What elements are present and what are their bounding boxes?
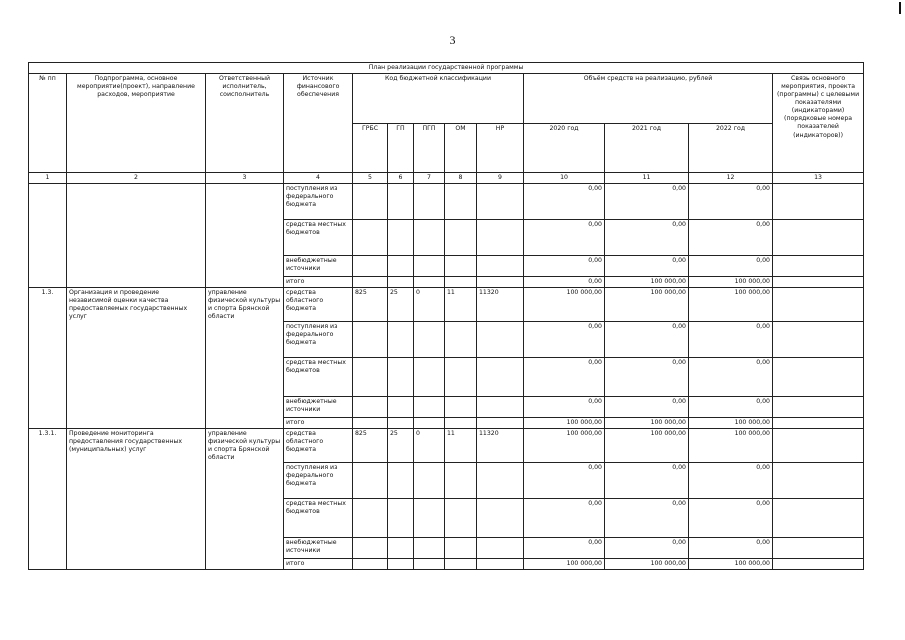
cell-grbs	[353, 397, 388, 418]
cell-grbs	[353, 277, 388, 288]
cell-2020: 0,00	[524, 322, 605, 358]
cell-num: 1.3.1.	[29, 429, 67, 570]
cell-2021: 0,00	[605, 220, 689, 256]
cell-2022: 100 000,00	[689, 288, 773, 322]
cell-pgp	[414, 499, 445, 538]
cell-link	[773, 288, 864, 322]
cell-link	[773, 397, 864, 418]
header-link: Связь основного мероприятия, проекта (программы) с целевыми показателями (индикаторами) (порядковые номера показателей (индикаторов))	[773, 74, 864, 173]
col-index: 12	[689, 173, 773, 184]
cell-nr: 11320	[477, 429, 524, 463]
cell-2021: 0,00	[605, 499, 689, 538]
cell-grbs	[353, 559, 388, 570]
cell-2022: 0,00	[689, 358, 773, 397]
cell-2022: 100 000,00	[689, 559, 773, 570]
cell-2022: 0,00	[689, 256, 773, 277]
cell-2020: 100 000,00	[524, 418, 605, 429]
cell-gp	[388, 184, 414, 220]
cell-2022: 0,00	[689, 463, 773, 499]
table-row	[29, 429, 864, 463]
cell-om: 11	[445, 288, 477, 322]
cell-gp: 25	[388, 429, 414, 463]
cell-link	[773, 322, 864, 358]
cell-grbs	[353, 499, 388, 538]
cell-source: внебюджетные источники	[284, 397, 353, 418]
cell-link	[773, 184, 864, 220]
cell-gp	[388, 418, 414, 429]
header-om: ОМ	[445, 123, 477, 173]
cell-2020: 100 000,00	[524, 288, 605, 322]
header-source: Источник финансового обеспечения	[284, 74, 353, 173]
cell-pgp: 0	[414, 429, 445, 463]
cell-2021: 0,00	[605, 256, 689, 277]
cell-pgp	[414, 220, 445, 256]
header-volume: Объём средств на реализацию, рублей	[524, 74, 773, 124]
cell-2021: 100 000,00	[605, 288, 689, 322]
cell-2021: 0,00	[605, 358, 689, 397]
cell-2021: 0,00	[605, 538, 689, 559]
header-num: № пп	[29, 74, 67, 173]
cell-2021: 100 000,00	[605, 559, 689, 570]
cell-2021: 0,00	[605, 184, 689, 220]
col-index: 6	[388, 173, 414, 184]
cell-nr	[477, 559, 524, 570]
cell-nr	[477, 220, 524, 256]
cell-2020: 0,00	[524, 499, 605, 538]
cell-om	[445, 538, 477, 559]
scan-edge-mark	[899, 2, 901, 14]
header-2022: 2022 год	[689, 123, 773, 173]
cell-link	[773, 463, 864, 499]
cell-pgp	[414, 358, 445, 397]
cell-grbs	[353, 418, 388, 429]
cell-2021: 100 000,00	[605, 418, 689, 429]
cell-2020: 0,00	[524, 463, 605, 499]
cell-source: итого	[284, 418, 353, 429]
cell-2021: 100 000,00	[605, 429, 689, 463]
cell-2022: 100 000,00	[689, 418, 773, 429]
cell-2021: 0,00	[605, 397, 689, 418]
cell-2022: 0,00	[689, 538, 773, 559]
cell-nr	[477, 397, 524, 418]
table-row	[29, 184, 864, 220]
cell-grbs	[353, 184, 388, 220]
cell-om	[445, 358, 477, 397]
col-index: 9	[477, 173, 524, 184]
cell-grbs: 825	[353, 429, 388, 463]
cell-om	[445, 256, 477, 277]
header-2021: 2021 год	[605, 123, 689, 173]
cell-nr	[477, 322, 524, 358]
cell-2020: 100 000,00	[524, 429, 605, 463]
cell-source: итого	[284, 559, 353, 570]
cell-source: поступления из федерального бюджета	[284, 463, 353, 499]
cell-gp	[388, 538, 414, 559]
cell-nr	[477, 277, 524, 288]
cell-executor: управление физической культуры и спорта Брянской области	[206, 429, 284, 570]
cell-nr: 11320	[477, 288, 524, 322]
cell-link	[773, 220, 864, 256]
col-index: 11	[605, 173, 689, 184]
cell-nr	[477, 358, 524, 397]
cell-2022: 0,00	[689, 184, 773, 220]
cell-gp: 25	[388, 288, 414, 322]
header-nr: НР	[477, 123, 524, 173]
table-row	[29, 288, 864, 322]
cell-link	[773, 538, 864, 559]
cell-gp	[388, 397, 414, 418]
header-pgp: ПГП	[414, 123, 445, 173]
cell-source: внебюджетные источники	[284, 538, 353, 559]
cell-source: внебюджетные источники	[284, 256, 353, 277]
cell-source: поступления из федерального бюджета	[284, 184, 353, 220]
cell-2020: 0,00	[524, 184, 605, 220]
cell-om	[445, 499, 477, 538]
cell-grbs	[353, 256, 388, 277]
cell-pgp	[414, 277, 445, 288]
cell-om	[445, 418, 477, 429]
cell-source: средства местных бюджетов	[284, 499, 353, 538]
cell-num: 1.3.	[29, 288, 67, 429]
cell-2022: 0,00	[689, 322, 773, 358]
col-index: 10	[524, 173, 605, 184]
cell-2022: 100 000,00	[689, 277, 773, 288]
cell-nr	[477, 463, 524, 499]
cell-om	[445, 184, 477, 220]
cell-link	[773, 418, 864, 429]
col-index: 13	[773, 173, 864, 184]
cell-nr	[477, 538, 524, 559]
cell-om	[445, 220, 477, 256]
cell-grbs: 825	[353, 288, 388, 322]
cell-gp	[388, 559, 414, 570]
cell-pgp	[414, 256, 445, 277]
cell-source: итого	[284, 277, 353, 288]
header-kbk: Код бюджетной классификации	[353, 74, 524, 124]
cell-link	[773, 256, 864, 277]
col-index: 7	[414, 173, 445, 184]
cell-2022: 0,00	[689, 397, 773, 418]
cell-2021: 100 000,00	[605, 277, 689, 288]
cell-grbs	[353, 463, 388, 499]
cell-nr	[477, 256, 524, 277]
cell-2021: 0,00	[605, 322, 689, 358]
cell-gp	[388, 358, 414, 397]
col-index: 8	[445, 173, 477, 184]
cell-subprogram: Организация и проведение независимой оценки качества предоставляемых государственных услуг	[67, 288, 206, 429]
page-number: 3	[449, 33, 456, 47]
col-index: 4	[284, 173, 353, 184]
table-body	[29, 184, 864, 570]
cell-2021: 0,00	[605, 463, 689, 499]
cell-nr	[477, 418, 524, 429]
cell-2020: 0,00	[524, 358, 605, 397]
header-gp: ГП	[388, 123, 414, 173]
program-plan-table	[28, 62, 864, 570]
col-index: 3	[206, 173, 284, 184]
cell-2022: 0,00	[689, 499, 773, 538]
cell-gp	[388, 463, 414, 499]
cell-2020: 0,00	[524, 538, 605, 559]
cell-nr	[477, 499, 524, 538]
col-index: 1	[29, 173, 67, 184]
cell-om: 11	[445, 429, 477, 463]
cell-num	[29, 184, 67, 288]
cell-source: поступления из федерального бюджета	[284, 322, 353, 358]
cell-executor	[206, 184, 284, 288]
table-title: План реализации государственной программы	[29, 63, 864, 74]
cell-om	[445, 463, 477, 499]
col-index: 5	[353, 173, 388, 184]
cell-gp	[388, 499, 414, 538]
cell-om	[445, 559, 477, 570]
cell-nr	[477, 184, 524, 220]
header-grbs: ГРБС	[353, 123, 388, 173]
cell-gp	[388, 277, 414, 288]
cell-pgp	[414, 538, 445, 559]
cell-gp	[388, 220, 414, 256]
cell-pgp	[414, 559, 445, 570]
cell-link	[773, 358, 864, 397]
cell-source: средства местных бюджетов	[284, 358, 353, 397]
cell-pgp	[414, 184, 445, 220]
cell-subprogram: Проведение мониторинга предоставления государственных (муниципальных) услуг	[67, 429, 206, 570]
cell-grbs	[353, 322, 388, 358]
header-2020: 2020 год	[524, 123, 605, 173]
cell-pgp	[414, 322, 445, 358]
cell-2022: 100 000,00	[689, 429, 773, 463]
cell-grbs	[353, 358, 388, 397]
cell-link	[773, 559, 864, 570]
cell-2022: 0,00	[689, 220, 773, 256]
cell-om	[445, 397, 477, 418]
cell-source: средства местных бюджетов	[284, 220, 353, 256]
cell-2020: 100 000,00	[524, 559, 605, 570]
header-executor: Ответственный исполнитель, соисполнитель	[206, 74, 284, 173]
cell-source: средства областного бюджета	[284, 288, 353, 322]
cell-2020: 0,00	[524, 277, 605, 288]
cell-pgp: 0	[414, 288, 445, 322]
cell-om	[445, 277, 477, 288]
column-index-row	[29, 173, 864, 184]
header-subprogram: Подпрограмма, основное мероприятие(проект), направление расходов, мероприятие	[67, 74, 206, 173]
cell-source: средства областного бюджета	[284, 429, 353, 463]
col-index: 2	[67, 173, 206, 184]
cell-gp	[388, 256, 414, 277]
cell-om	[445, 322, 477, 358]
cell-pgp	[414, 418, 445, 429]
cell-2020: 0,00	[524, 220, 605, 256]
cell-link	[773, 277, 864, 288]
cell-grbs	[353, 538, 388, 559]
cell-executor: управление физической культуры и спорта Брянской области	[206, 288, 284, 429]
cell-link	[773, 429, 864, 463]
cell-pgp	[414, 397, 445, 418]
cell-subprogram	[67, 184, 206, 288]
cell-link	[773, 499, 864, 538]
cell-2020: 0,00	[524, 256, 605, 277]
cell-pgp	[414, 463, 445, 499]
cell-2020: 0,00	[524, 397, 605, 418]
cell-grbs	[353, 220, 388, 256]
cell-gp	[388, 322, 414, 358]
